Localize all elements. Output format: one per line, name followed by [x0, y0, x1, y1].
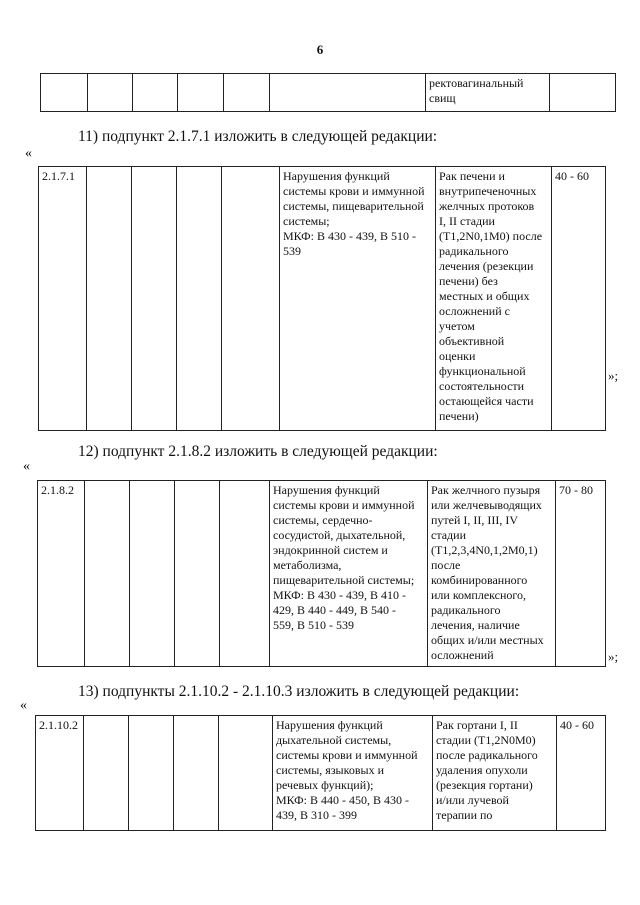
percent-cell: 40 - 60 [552, 167, 606, 431]
close-quote: »; [608, 649, 619, 664]
cell-empty [219, 716, 273, 831]
open-quote: « [20, 698, 27, 713]
function-line: пищеварительной системы; [273, 573, 415, 587]
diagnosis-line: удаления опухоли [436, 763, 528, 777]
function-line: дыхательной системы, [276, 733, 392, 747]
function-line: системы; [283, 214, 330, 228]
diagnosis-line: терапии по [436, 808, 493, 822]
section-13-table [35, 715, 606, 831]
cell-empty [133, 74, 178, 112]
diagnosis-line: комбинированного [431, 573, 528, 587]
diagnosis-line: или комплексного, [431, 588, 527, 602]
cell-empty [177, 167, 222, 431]
section-11-heading: 11) подпункт 2.1.7.1 изложить в следующей редакции: [78, 128, 438, 145]
cell-empty [130, 481, 175, 667]
diagnosis-line: желчных протоков [439, 199, 535, 213]
percent-cell: 40 - 60 [557, 716, 606, 831]
function-line: Нарушения функций [276, 718, 383, 732]
diagnosis-line: путей I, II, III, IV [431, 513, 519, 527]
percent-cell: 70 - 80 [556, 481, 606, 667]
function-cell [280, 167, 436, 431]
function-line: эндокринной систем и [273, 543, 388, 557]
diagnosis-line: Рак желчного пузыря [431, 483, 541, 497]
function-line: системы крови и иммунной [276, 748, 418, 762]
function-line: 439, В 310 - 399 [276, 808, 357, 822]
diagnosis-line: общих и/или местных [431, 633, 544, 647]
function-line: системы, пищеварительной [283, 199, 424, 213]
function-line: МКФ: В 440 - 450, В 430 - [276, 793, 409, 807]
cell-empty [85, 481, 130, 667]
diagnosis-line: радикального [439, 244, 509, 258]
cell-empty [224, 74, 270, 112]
section-12-table [37, 480, 606, 667]
diagnosis-cell [428, 481, 556, 667]
diagnosis-line: (T1,2,3,4N0,1,2M0,1) [431, 543, 538, 557]
diagnosis-line: состоятельности [439, 379, 525, 393]
cell-empty [175, 481, 220, 667]
diagnosis-cell [436, 167, 552, 431]
diagnosis-line: свищ [429, 91, 456, 105]
diagnosis-line: печени) [439, 409, 479, 423]
diagnosis-line: лечения, наличие [431, 618, 520, 632]
diagnosis-line: после радикального [436, 748, 538, 762]
cell-empty [132, 167, 177, 431]
diagnosis-line: внутрипеченочных [439, 184, 537, 198]
function-line: системы, сердечно- [273, 513, 373, 527]
diagnosis-line: после [431, 558, 461, 572]
function-cell [270, 481, 428, 667]
section-13-heading: 13) подпункты 2.1.10.2 - 2.1.10.3 изложить в следующей редакции: [78, 683, 520, 700]
cell-empty [41, 74, 88, 112]
cell-empty [550, 74, 616, 112]
cell-empty [88, 74, 133, 112]
code-cell: 2.1.10.2 [36, 716, 84, 831]
cell-empty [222, 167, 280, 431]
diagnosis-line: осложнений [431, 648, 494, 662]
diagnosis-line: I, II стадии [439, 214, 495, 228]
diagnosis-line: объективной [439, 334, 505, 348]
open-quote: « [25, 146, 32, 161]
section-11-table [38, 166, 606, 431]
code-cell: 2.1.8.2 [38, 481, 85, 667]
close-quote: »; [608, 368, 619, 383]
function-line: Нарушения функций [283, 169, 390, 183]
cell-empty [174, 716, 219, 831]
diagnosis-cell [433, 716, 557, 831]
diagnosis-cell [426, 74, 550, 112]
diagnosis-line: Рак печени и [439, 169, 505, 183]
cell-empty [129, 716, 174, 831]
diagnosis-line: радикального [431, 603, 501, 617]
diagnosis-line: оценки [439, 349, 476, 363]
cell-empty [270, 74, 426, 112]
diagnosis-line: местных и общих [439, 289, 530, 303]
function-line: МКФ: В 430 - 439, В 510 - [283, 229, 416, 243]
diagnosis-line: стадии [431, 528, 466, 542]
diagnosis-line: (резекция гортани) [436, 778, 533, 792]
function-line: речевых функций); [276, 778, 374, 792]
function-line: Нарушения функций [273, 483, 380, 497]
function-line: системы крови и иммунной [283, 184, 425, 198]
open-quote: « [23, 459, 30, 474]
code-cell: 2.1.7.1 [39, 167, 87, 431]
function-line: 539 [283, 244, 301, 258]
page-number: 6 [316, 42, 324, 57]
function-line: МКФ: В 430 - 439, В 410 - [273, 588, 406, 602]
diagnosis-line: и/или лучевой [436, 793, 509, 807]
diagnosis-line: Рак гортани I, II [436, 718, 518, 732]
diagnosis-line: учетом [439, 319, 475, 333]
cell-empty [87, 167, 132, 431]
diagnosis-line: ректовагинальный [429, 76, 524, 90]
cell-empty [178, 74, 224, 112]
diagnosis-line: стадии (T1,2N0M0) [436, 733, 536, 747]
continuation-table [40, 73, 616, 112]
diagnosis-line: лечения (резекции [439, 259, 534, 273]
function-line: сосудистой, дыхательной, [273, 528, 406, 542]
diagnosis-line: или желчевыводящих [431, 498, 542, 512]
function-line: 429, В 440 - 449, В 540 - [273, 603, 396, 617]
cell-empty [84, 716, 129, 831]
function-line: 559, В 510 - 539 [273, 618, 354, 632]
cell-empty [220, 481, 270, 667]
section-12-heading: 12) подпункт 2.1.8.2 изложить в следующей редакции: [78, 443, 438, 460]
diagnosis-line: функциональной [439, 364, 526, 378]
diagnosis-line: печени) без [439, 274, 498, 288]
diagnosis-line: осложнений с [439, 304, 510, 318]
diagnosis-line: остающейся части [439, 394, 534, 408]
function-cell [273, 716, 433, 831]
function-line: системы крови и иммунной [273, 498, 415, 512]
diagnosis-line: (T1,2N0,1M0) после [439, 229, 543, 243]
function-line: метаболизма, [273, 558, 342, 572]
function-line: системы, языковых и [276, 763, 384, 777]
